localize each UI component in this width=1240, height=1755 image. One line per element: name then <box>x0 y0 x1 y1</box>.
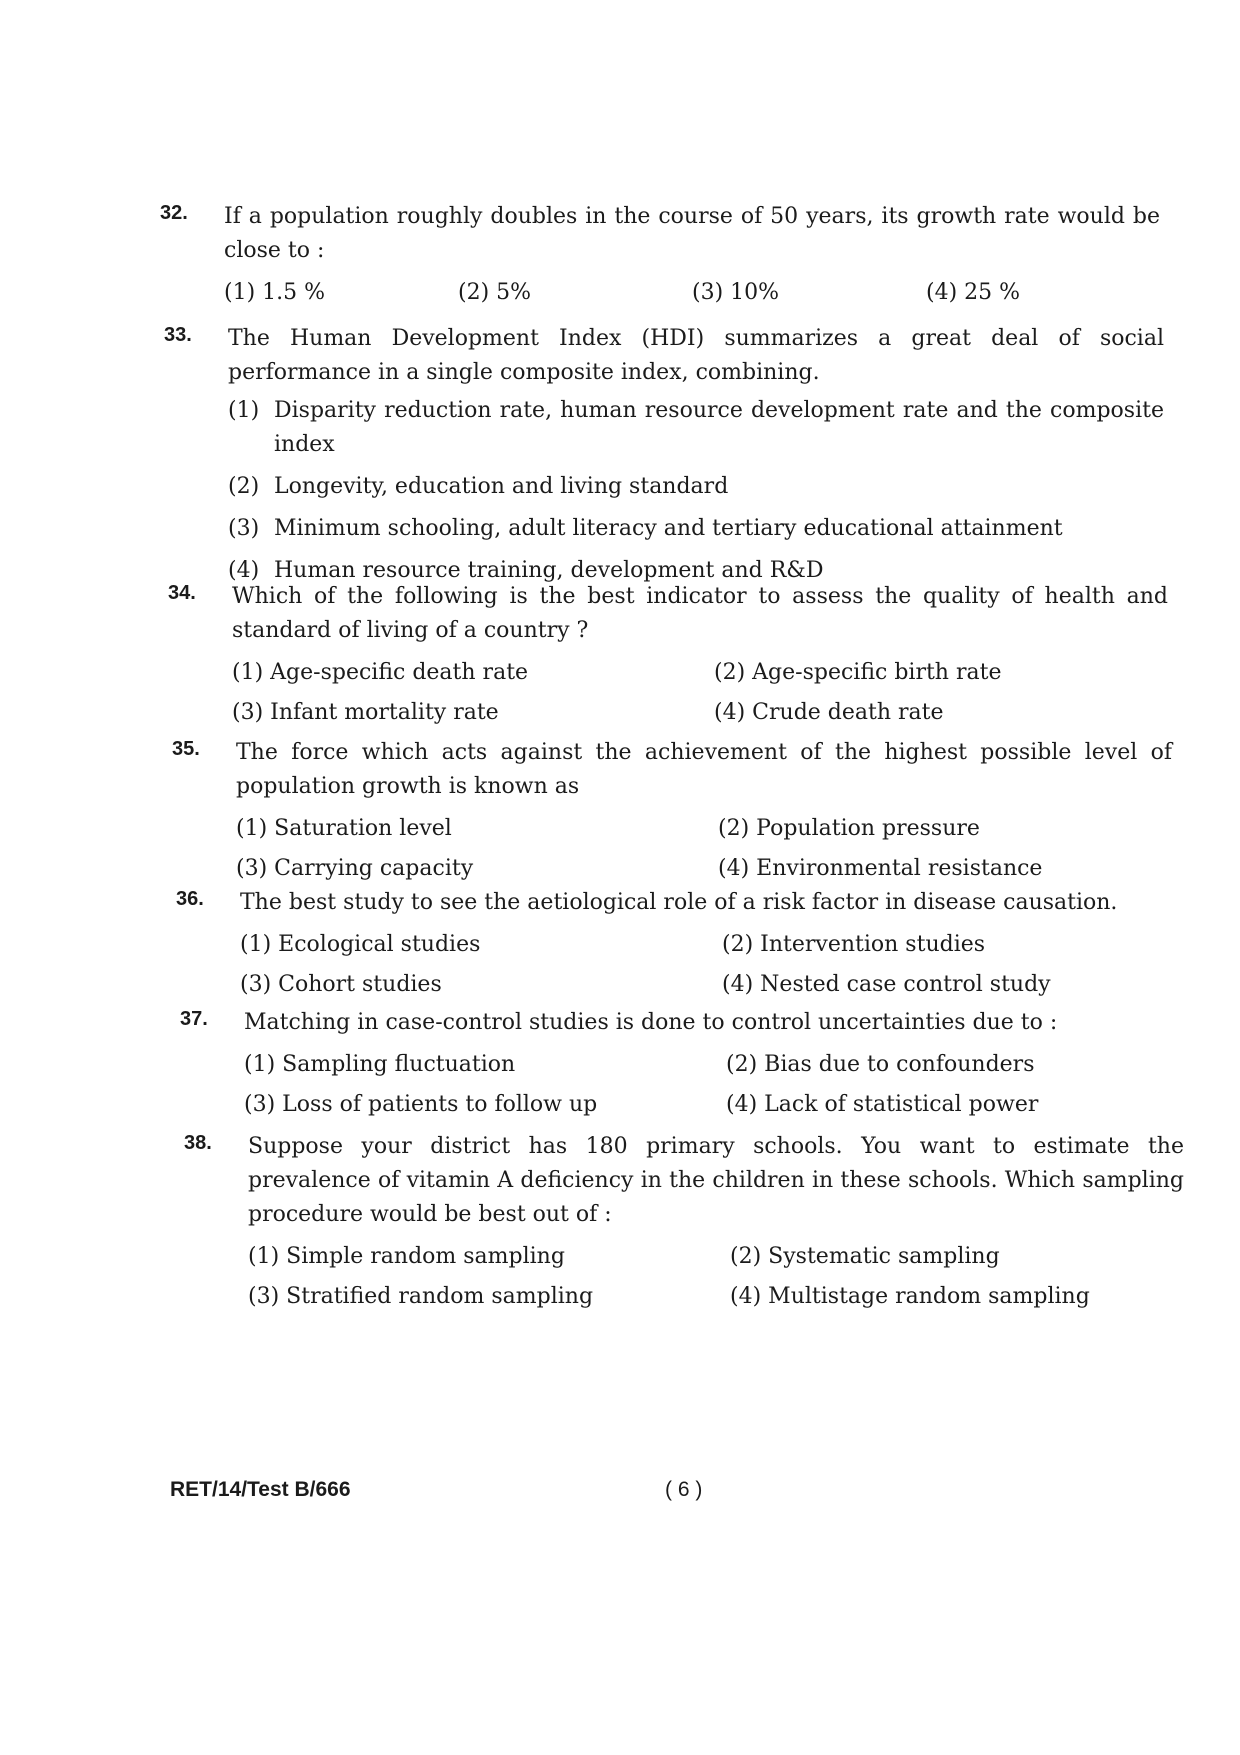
question-text: Matching in case-control studies is done to control uncertainties due to : <box>244 1010 1058 1035</box>
option-2: (2) Systematic sampling <box>730 1243 1000 1269</box>
option-1: (1) Saturation level <box>236 815 452 841</box>
question-text: The best study to see the aetiological role of a risk factor in disease causation. <box>240 890 1118 915</box>
option-2: (2) Longevity, education and living standard <box>228 474 729 499</box>
page-number: ( 6 ) <box>665 1478 703 1501</box>
option-2: (2) Bias due to confounders <box>726 1051 1035 1077</box>
question-number: 32. <box>160 202 188 224</box>
page-footer <box>170 1478 1070 1508</box>
option-1: (1) Ecological studies <box>240 931 481 957</box>
option-4: (4) Environmental resistance <box>718 855 1043 881</box>
question-36 <box>176 886 1176 1004</box>
option-4: (4) Crude death rate <box>714 699 944 725</box>
option-3: (3) Carrying capacity <box>236 855 474 881</box>
option-4: (4) Lack of statistical power <box>726 1091 1039 1117</box>
option-4: (4) 25 % <box>926 279 1021 305</box>
question-37 <box>180 1006 1180 1124</box>
option-1: (1) Age-specific death rate <box>232 659 529 685</box>
option-3: (3) Cohort studies <box>240 971 442 997</box>
question-33 <box>164 322 1164 596</box>
question-number: 36. <box>176 888 204 910</box>
option-3: (3) Stratified random sampling <box>248 1283 594 1309</box>
question-number: 37. <box>180 1008 208 1030</box>
option-1: (1) Disparity reduction rate, human resource development rate and the composite index <box>228 398 1164 457</box>
question-number: 34. <box>168 582 196 604</box>
question-text: The force which acts against the achievement of the highest possible level of population growth is known as <box>236 740 1172 799</box>
option-4: (4) Nested case control study <box>722 971 1051 997</box>
question-35 <box>172 736 1172 888</box>
question-text: The Human Development Index (HDI) summarizes a great deal of social performance in a single composite index, combining. <box>228 326 1164 385</box>
option-2: (2) Population pressure <box>718 815 980 841</box>
question-34 <box>168 580 1168 732</box>
question-text: If a population roughly doubles in the course of 50 years, its growth rate would be close to : <box>224 204 1160 263</box>
question-number: 35. <box>172 738 200 760</box>
option-1: (1) Sampling fluctuation <box>244 1051 516 1077</box>
option-4: (4) Human resource training, development and R&D <box>228 558 824 583</box>
question-text: Which of the following is the best indicator to assess the quality of health and standard of living of a country ? <box>232 584 1168 643</box>
option-3: (3) Infant mortality rate <box>232 699 499 725</box>
option-3: (3) Minimum schooling, adult literacy and tertiary educational attainment <box>228 516 1063 541</box>
question-32 <box>160 200 1160 312</box>
option-1: (1) 1.5 % <box>224 279 326 305</box>
question-number: 38. <box>184 1132 212 1154</box>
option-3: (3) 10% <box>692 279 780 305</box>
option-3: (3) Loss of patients to follow up <box>244 1091 598 1117</box>
question-number: 33. <box>164 324 192 346</box>
option-2: (2) Age-specific birth rate <box>714 659 1002 685</box>
option-4: (4) Multistage random sampling <box>730 1283 1090 1309</box>
option-2: (2) Intervention studies <box>722 931 986 957</box>
question-38 <box>184 1130 1184 1316</box>
option-1: (1) Simple random sampling <box>248 1243 565 1269</box>
option-2: (2) 5% <box>458 279 532 305</box>
test-code: RET/14/Test B/666 <box>170 1478 351 1501</box>
question-text: Suppose your district has 180 primary schools. You want to estimate the prevalence of vitamin A deficiency in the children in these schools. Which sampling procedure would be best out of : <box>248 1134 1184 1227</box>
